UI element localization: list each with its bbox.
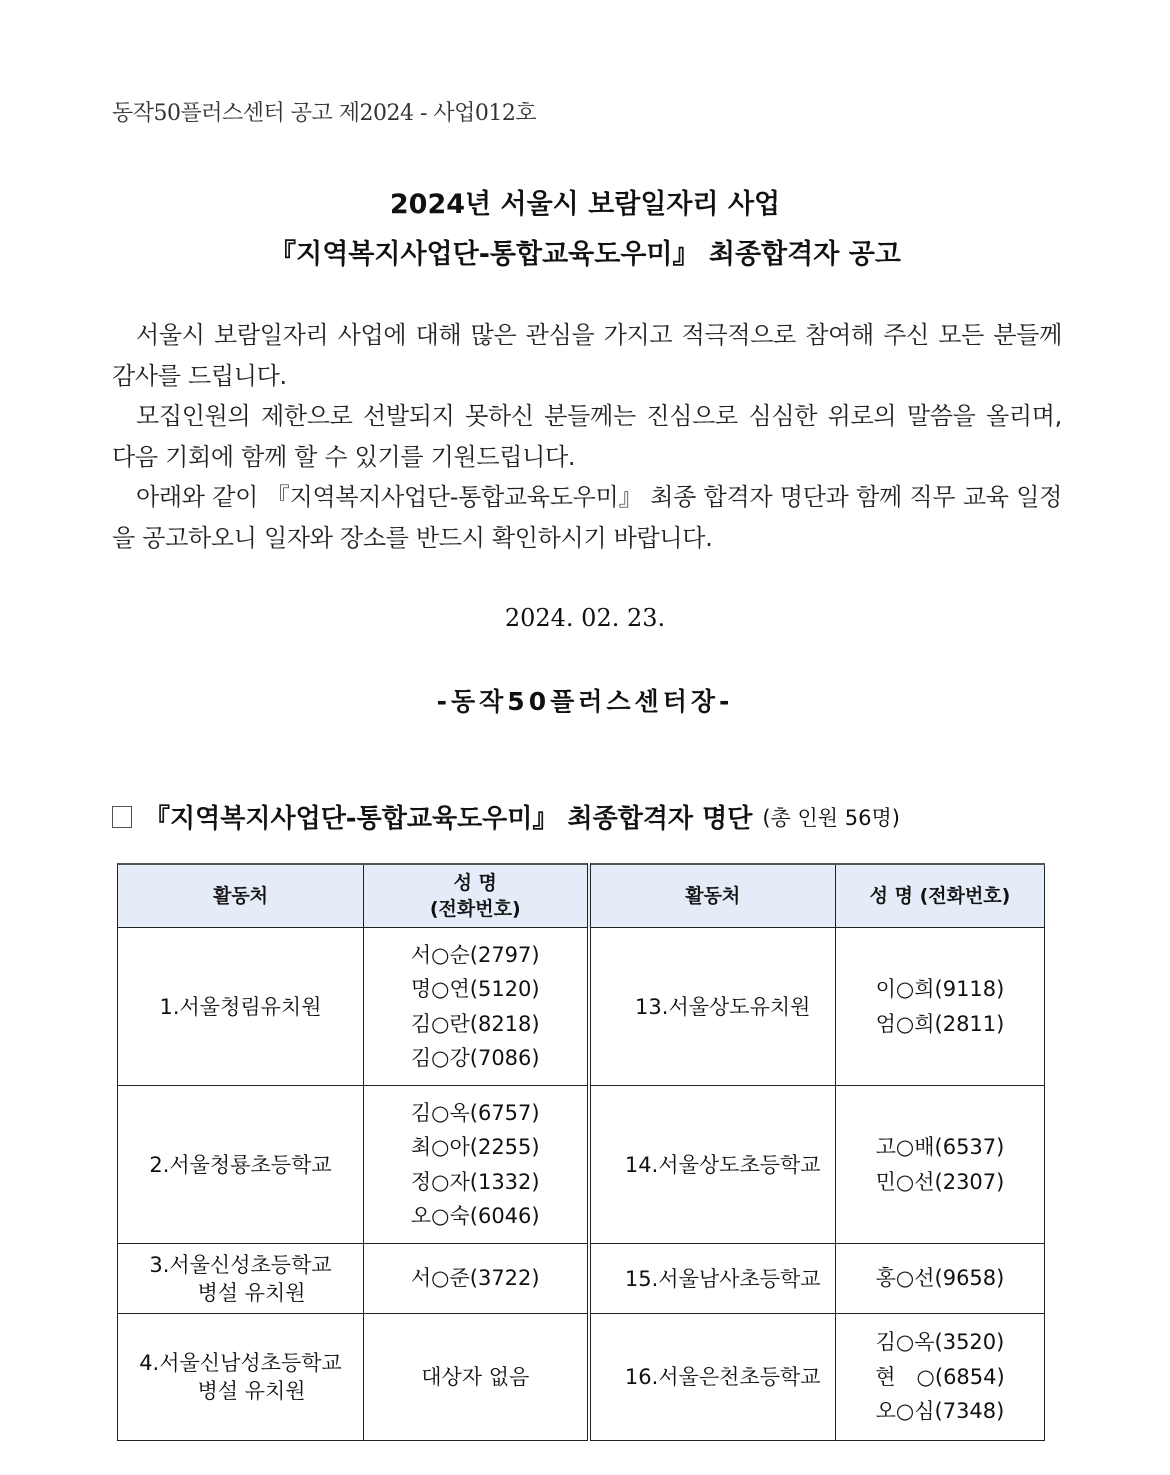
body-paragraph-1: 서울시 보람일자리 사업에 대해 많은 관심을 가지고 적극적으로 참여해 주신 모든 분들께 감사를 드립니다. bbox=[112, 321, 1062, 390]
place-cell: 16.서울은천초등학교 bbox=[589, 1314, 836, 1441]
signer: -동작50플러스센터장- bbox=[436, 687, 734, 716]
names-cell: 서○준(3722) bbox=[364, 1244, 589, 1314]
place-cell: 2.서울청룡초등학교 bbox=[118, 1086, 364, 1244]
column-header-place-right: 활동처 bbox=[589, 864, 836, 928]
names-cell: 서○순(2797) 명○연(5120) 김○란(8218) 김○강(7086) bbox=[364, 928, 589, 1086]
document-number: 동작50플러스센터 공고 제2024 - 사업012호 bbox=[112, 101, 537, 126]
place-cell: 1.서울청림유치원 bbox=[118, 928, 364, 1086]
names-cell: 김○옥(3520) 현 ○(6854) 오○심(7348) bbox=[836, 1314, 1045, 1441]
place-cell: 3.서울신성초등학교 병설 유치원 bbox=[118, 1244, 364, 1314]
table-row bbox=[118, 1244, 1045, 1314]
place-cell: 4.서울신남성초등학교 병설 유치원 bbox=[118, 1314, 364, 1441]
table-row bbox=[118, 1314, 1045, 1441]
section-heading bbox=[112, 798, 900, 835]
body-paragraph-2: 모집인원의 제한으로 선발되지 못하신 분들께는 진심으로 심심한 위로의 말씀을 올리며, 다음 기회에 함께 할 수 있기를 기원드립니다. bbox=[112, 402, 1062, 471]
page-title-line-1: 2024년 서울시 보람일자리 사업 bbox=[389, 189, 781, 220]
place-cell: 13.서울상도유치원 bbox=[589, 928, 836, 1086]
names-cell: 고○배(6537) 민○선(2307) bbox=[836, 1086, 1045, 1244]
names-cell: 홍○선(9658) bbox=[836, 1244, 1045, 1314]
table-row bbox=[118, 928, 1045, 1086]
section-heading-text: 『지역복지사업단-통합교육도우미』 최종합격자 명단 bbox=[144, 804, 753, 834]
table-header-row bbox=[118, 864, 1045, 928]
body-paragraph-3: 아래와 같이 『지역복지사업단-통합교육도우미』 최종 합격자 명단과 함께 직무 교육 일정을 공고하오니 일자와 장소를 반드시 확인하시기 바랍니다. bbox=[112, 483, 1062, 552]
place-cell: 14.서울상도초등학교 bbox=[589, 1086, 836, 1244]
table-row bbox=[118, 1086, 1045, 1244]
column-header-name-right: 성 명 (전화번호) bbox=[836, 864, 1045, 928]
names-cell: 김○옥(6757) 최○아(2255) 정○자(1332) 오○숙(6046) bbox=[364, 1086, 589, 1244]
column-header-name-left: 성 명 (전화번호) bbox=[364, 864, 589, 928]
roster-table bbox=[117, 863, 1045, 1441]
names-cell: 이○희(9118) 엄○희(2811) bbox=[836, 928, 1045, 1086]
total-count: (총 인원 56명) bbox=[762, 805, 900, 830]
checkbox-bullet-icon bbox=[112, 806, 132, 828]
announcement-date: 2024. 02. 23. bbox=[504, 604, 666, 632]
column-header-place-left: 활동처 bbox=[118, 864, 364, 928]
names-cell: 대상자 없음 bbox=[364, 1314, 589, 1441]
place-cell: 15.서울남사초등학교 bbox=[589, 1244, 836, 1314]
page-title-line-2: 『지역복지사업단-통합교육도우미』 최종합격자 공고 bbox=[269, 239, 901, 270]
